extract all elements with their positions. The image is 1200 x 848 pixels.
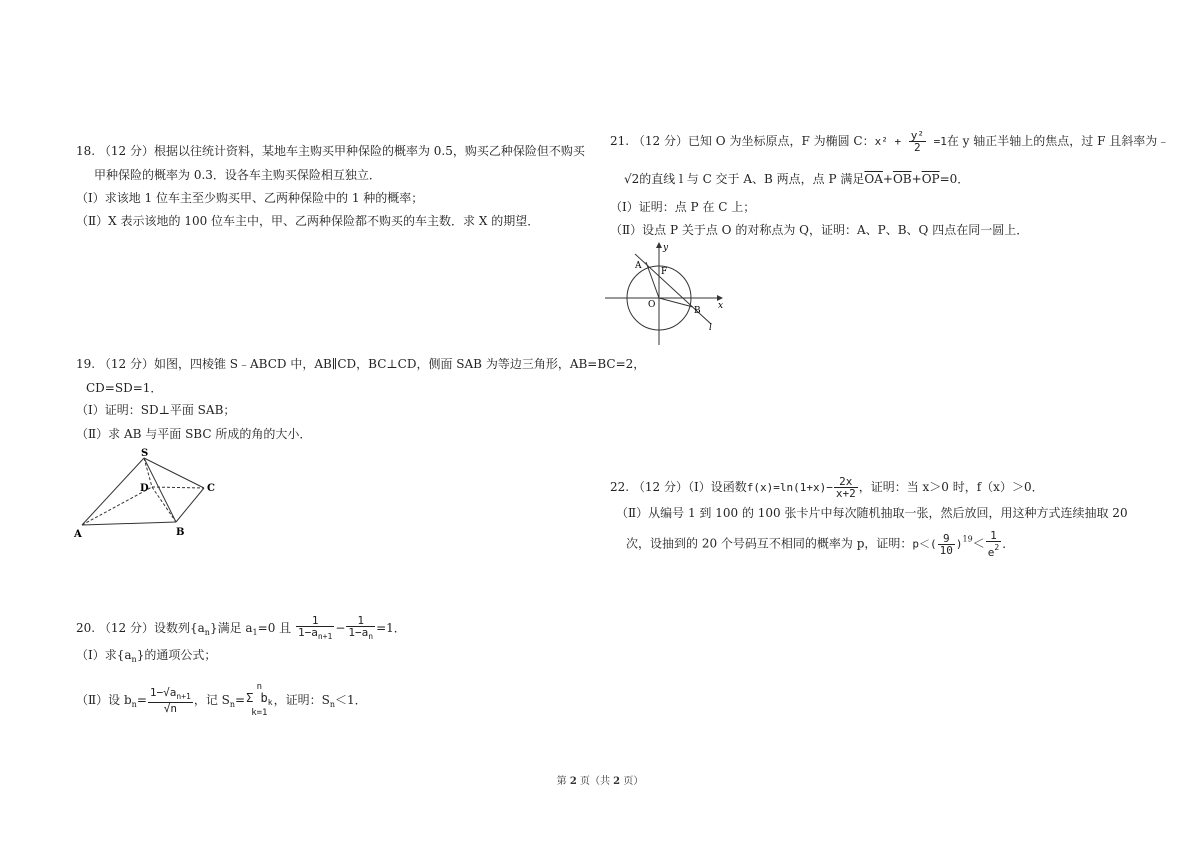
q20-part-1-a: （Ⅰ）求{a xyxy=(76,648,132,662)
q20-sn2-sub: n xyxy=(329,700,335,709)
footer-page: 2 xyxy=(569,776,577,787)
q22-fx: f(x)=ln(1+x)− xyxy=(746,481,833,494)
q22-paren: ) xyxy=(955,537,963,551)
q22-part-2-a: 次，设抽到的 20 个号码互不相同的概率为 p，证明： xyxy=(626,536,913,551)
ellipse-figure xyxy=(605,240,730,350)
q20-bn-fraction xyxy=(148,687,193,714)
q21-eq1: =1 xyxy=(926,135,947,148)
q20-stem: 20. （12 分）设数列$\{a_n\}$满足 $a_1=0$ 且 $\frac{1}{1-a_{n+1}}$ − $\frac{1}{1-a_n}$ =1． xyxy=(76,614,406,641)
q22-p-lt: p＜( xyxy=(912,537,937,551)
q20-sn-sub: n xyxy=(229,700,236,709)
q22-frac-den: x+2 xyxy=(835,487,856,500)
q18-stem-line-2: 甲种保险的概率为 0.3．设各车主购买保险相互独立． xyxy=(94,168,381,182)
q20-sum-top: n xyxy=(256,682,263,692)
label-o: O xyxy=(648,300,656,310)
edge-sb xyxy=(144,458,176,522)
q21-stem-c: √2的直线 l 与 C 交于 A、B 两点，点 P 满足 xyxy=(624,172,865,186)
label-d: D xyxy=(140,483,149,494)
q20-part-2-c: ，证明：S xyxy=(273,693,330,707)
q20-part-2-b: ，记 S xyxy=(193,693,230,707)
q20-sum-bottom: k=1 xyxy=(251,708,268,718)
edge-db xyxy=(152,487,176,522)
page-footer xyxy=(0,772,1200,787)
q19-stem-line-2: CD=SD=1． xyxy=(86,381,163,395)
q20-part-2-a: （Ⅱ）设 b xyxy=(76,693,132,707)
q22-nine-tenths xyxy=(938,533,955,556)
label-b: B xyxy=(694,306,701,316)
q22-stem-a: 22. （12 分）（Ⅰ）设函数 xyxy=(610,480,747,494)
q22-end: ． xyxy=(1002,536,1015,551)
q20-sub-n: n xyxy=(204,628,210,637)
q20-frac2-den: 1−a xyxy=(348,626,369,639)
q20-stem-c: =0 且 xyxy=(257,621,292,635)
edge-sa xyxy=(82,458,144,525)
footer-text-c: 页） xyxy=(620,776,644,787)
q21-stem-b: 在 y 轴正半轴上的焦点，过 F 且斜率为﹣ xyxy=(946,134,1170,148)
q20-fraction-2 xyxy=(346,615,375,642)
q22-exp19: 19 xyxy=(962,534,973,544)
pyramid-figure xyxy=(70,445,230,545)
edge-bc xyxy=(176,488,204,522)
q22-exp2: 2 xyxy=(994,543,1000,552)
q22-stem-b: ，证明：当 x＞0 时，f（x）＞0． xyxy=(858,480,1044,494)
label-a: A xyxy=(74,529,82,540)
q20-part-2-d: ＜1． xyxy=(335,693,367,707)
q22-frac-num: 2x xyxy=(834,476,858,488)
q22-fraction xyxy=(834,476,858,499)
q21-two: 2 xyxy=(914,141,921,154)
label-s: S xyxy=(141,448,149,459)
q22-one: 1 xyxy=(986,530,1001,542)
q20-frac1-den: 1−a xyxy=(297,626,318,639)
q20-sum xyxy=(246,682,273,719)
edge-dc xyxy=(152,487,204,488)
q18-part-2: （Ⅱ）X 表示该地的 100 位车主中，甲、乙两种保险都不购买的车主数．求 X 的期望． xyxy=(76,214,540,228)
q20-bn-sub: n xyxy=(131,700,137,709)
q20-frac1-num: 1 xyxy=(296,615,334,627)
q22-part-2-line-1: （Ⅱ）从编号 1 到 100 的 100 张卡片中每次随机抽取一张，然后放回，用这种方式连续抽取 20 xyxy=(616,506,1128,520)
q20-bn-num: 1−√a xyxy=(149,686,177,699)
segment-ao xyxy=(646,262,659,298)
q22-nine: 9 xyxy=(938,533,955,545)
q20-part-1 xyxy=(76,647,216,668)
q18-stem-line-1: 18. （12 分）根据以往统计资料，某地车主购买甲种保险的概率为 0.5，购买乙种保险但不购买 xyxy=(76,144,585,158)
q20-stem-a: 20. （12 分）设数列{a xyxy=(76,621,205,635)
q20-sub-1: 1 xyxy=(252,628,258,637)
footer-text-a: 第 xyxy=(556,776,570,787)
edge-sc xyxy=(144,458,204,488)
q19-stem-line-1: 19. （12 分）如图，四棱锥 S﹣ABCD 中，AB∥CD，BC⊥CD，侧面 SAB 为等边三角形，AB=BC=2， xyxy=(76,357,646,371)
label-c: C xyxy=(207,483,215,494)
label-x: x xyxy=(718,301,724,311)
label-a: A xyxy=(635,261,642,271)
q21-ellipse-frac xyxy=(909,130,926,153)
q20-sum-sub-k: k xyxy=(267,698,273,707)
q21-vec-op: $\overline{OP}$ xyxy=(921,172,940,186)
edge-ab xyxy=(82,522,176,525)
q19-part-1: （Ⅰ）证明：SD⊥平面 SAB； xyxy=(76,403,236,417)
q20-stem-d: =1． xyxy=(376,621,406,635)
q21-vec-ob: $\overline{OB}$ xyxy=(892,172,912,186)
y-axis-arrow xyxy=(656,242,662,248)
q21-stem-line-1 xyxy=(610,130,1169,153)
q21-part-1: （Ⅰ）证明：点 P 在 C 上； xyxy=(610,200,756,214)
q20-part-1-sub: n xyxy=(131,655,137,664)
label-l: l xyxy=(709,323,712,333)
q22-part-2-line-2 xyxy=(626,530,1014,558)
label-b: B xyxy=(176,527,185,538)
q21-stem-line-2: √2的直线 l 与 C 交于 A、B 两点，点 P 满足$\overline{OA}+\overline{OB}+\overline{OP}=0$． xyxy=(624,172,970,186)
q22-lt: ＜ xyxy=(972,536,985,551)
q22-one-over-e2 xyxy=(986,530,1001,558)
q20-bn-den: √n xyxy=(163,702,177,715)
q21-stem-a: 21. （12 分）已知 O 为坐标原点，F 为椭圆 C： xyxy=(610,134,875,148)
q21-y2: y² xyxy=(910,129,924,142)
q20-part-1-b: }的通项公式； xyxy=(136,648,217,662)
q22-e: e xyxy=(987,546,995,559)
q22-ten: 10 xyxy=(939,543,953,557)
footer-text-b: 页（共 xyxy=(576,776,614,787)
q20-fraction-1 xyxy=(296,615,334,642)
footer-total: 2 xyxy=(613,776,621,787)
q20-frac2-num: 1 xyxy=(346,615,375,627)
q21-vec-eq: =0． xyxy=(939,172,970,186)
q21-vec-oa: $\overline{OA}$ xyxy=(864,172,883,186)
q21-ellipse-x: x² + xyxy=(874,135,908,148)
q18-part-1: （Ⅰ）求该地 1 位车主至少购买甲、乙两种保险中的 1 种的概率； xyxy=(76,191,424,205)
q20-bn-num-sub: n+1 xyxy=(176,692,191,701)
q20-frac1-sub: n+1 xyxy=(317,632,333,641)
q20-part-2: （Ⅱ）设 $b_n=$ $\frac{1-√a_{n+1}}{√n}$ ，记 $S_n=$ n Σ $b_k$ k=1 ，证明：$S_n<1$． xyxy=(76,682,367,718)
q20-frac2-sub: n xyxy=(368,632,374,641)
label-y: y xyxy=(663,243,669,253)
q22-stem xyxy=(610,476,1044,499)
q20-sum-sigma: Σ b xyxy=(246,691,268,705)
label-f: F xyxy=(661,267,668,277)
q19-part-2: （Ⅱ）求 AB 与平面 SBC 所成的角的大小． xyxy=(76,427,312,441)
q20-stem-b: }满足 a xyxy=(209,621,253,635)
q21-part-2: （Ⅱ）设点 P 关于点 O 的对称点为 Q，证明：A、P、B、Q 四点在同一圆上． xyxy=(610,223,1029,237)
